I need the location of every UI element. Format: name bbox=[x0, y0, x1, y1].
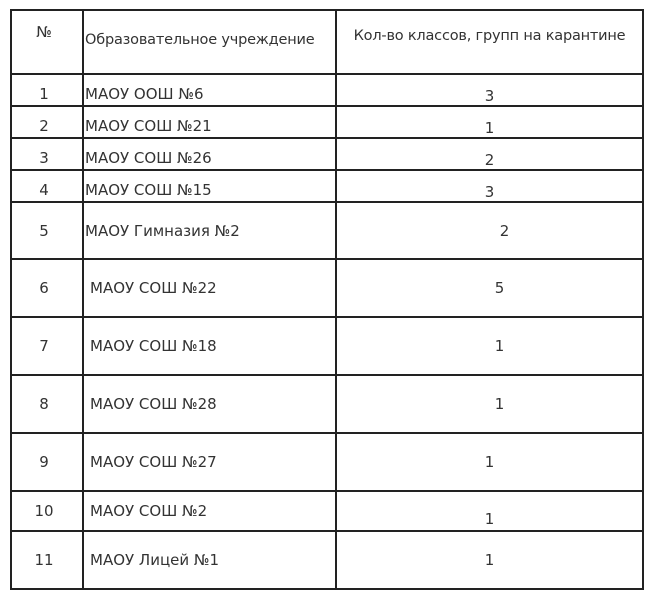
row-institution: МАОУ СОШ №22 bbox=[83, 259, 336, 317]
row-count: 1 bbox=[336, 433, 643, 491]
table-row bbox=[11, 433, 643, 491]
row-count: 3 bbox=[336, 74, 643, 106]
row-count: 1 bbox=[336, 375, 643, 433]
table-row bbox=[11, 317, 643, 375]
row-number: 8 bbox=[11, 375, 83, 433]
header-institution: Образовательное учреждение bbox=[83, 10, 336, 74]
row-institution: МАОУ ООШ №6 bbox=[83, 74, 336, 106]
row-institution: МАОУ СОШ №26 bbox=[83, 138, 336, 170]
table-row bbox=[11, 202, 643, 259]
row-institution: МАОУ СОШ №18 bbox=[83, 317, 336, 375]
row-number: 10 bbox=[11, 491, 83, 531]
table-row bbox=[11, 106, 643, 138]
row-count: 1 bbox=[336, 106, 643, 138]
row-institution: МАОУ СОШ №28 bbox=[83, 375, 336, 433]
row-count: 1 bbox=[336, 531, 643, 589]
row-number: 3 bbox=[11, 138, 83, 170]
row-institution: МАОУ СОШ №15 bbox=[83, 170, 336, 202]
row-number: 2 bbox=[11, 106, 83, 138]
row-number: 5 bbox=[11, 202, 83, 259]
table-row bbox=[11, 375, 643, 433]
row-count: 3 bbox=[336, 170, 643, 202]
row-institution: МАОУ Гимназия №2 bbox=[83, 202, 336, 259]
quarantine-table bbox=[10, 9, 644, 590]
row-number: 4 bbox=[11, 170, 83, 202]
table-header-row bbox=[11, 10, 643, 74]
header-count: Кол-во классов, групп на карантине bbox=[336, 10, 643, 74]
row-count: 1 bbox=[336, 317, 643, 375]
table-row bbox=[11, 170, 643, 202]
table-row bbox=[11, 531, 643, 589]
header-number: № bbox=[11, 10, 83, 74]
row-number: 9 bbox=[11, 433, 83, 491]
row-count: 2 bbox=[336, 202, 643, 259]
row-institution: МАОУ СОШ №27 bbox=[83, 433, 336, 491]
table-row bbox=[11, 491, 643, 531]
table-row bbox=[11, 74, 643, 106]
row-institution: МАОУ СОШ №2 bbox=[83, 491, 336, 531]
row-number: 7 bbox=[11, 317, 83, 375]
row-number: 11 bbox=[11, 531, 83, 589]
row-institution: МАОУ Лицей №1 bbox=[83, 531, 336, 589]
row-number: 1 bbox=[11, 74, 83, 106]
row-number: 6 bbox=[11, 259, 83, 317]
table-row bbox=[11, 138, 643, 170]
row-count: 1 bbox=[336, 491, 643, 531]
row-institution: МАОУ СОШ №21 bbox=[83, 106, 336, 138]
table-row bbox=[11, 259, 643, 317]
row-count: 2 bbox=[336, 138, 643, 170]
row-count: 5 bbox=[336, 259, 643, 317]
